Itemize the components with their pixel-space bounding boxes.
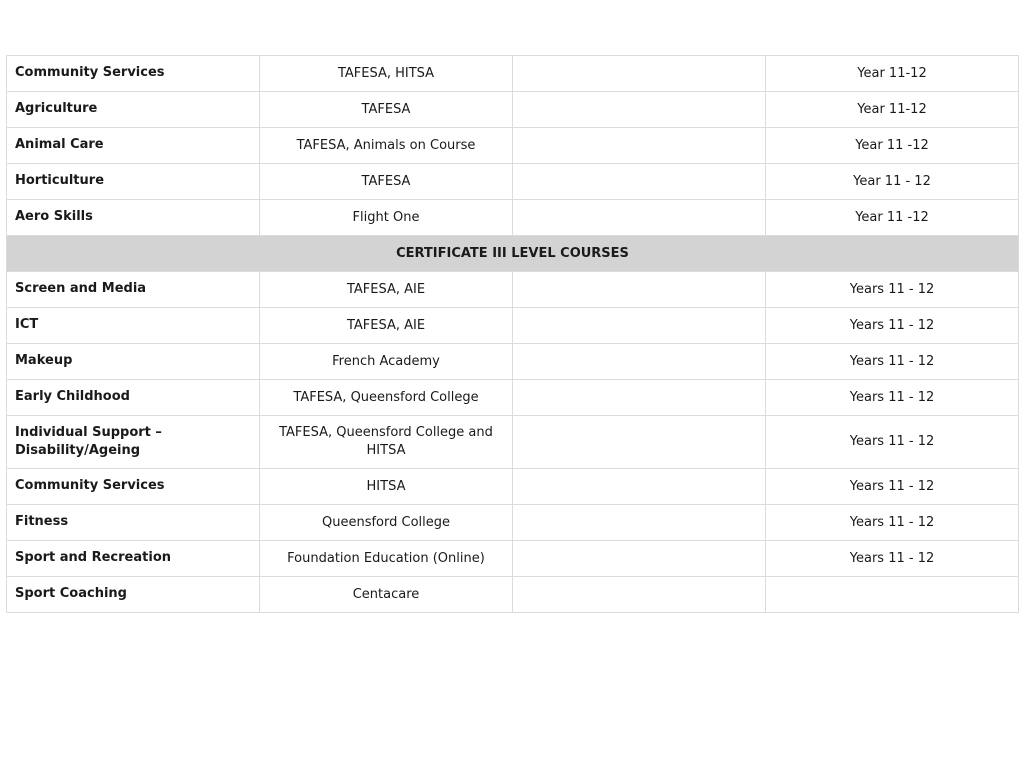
course-name: Individual Support – Disability/Ageing bbox=[7, 416, 260, 469]
table-row bbox=[7, 541, 1019, 577]
notes-cell bbox=[513, 577, 766, 613]
course-table-page bbox=[6, 55, 1018, 613]
course-name: Fitness bbox=[7, 505, 260, 541]
notes-cell bbox=[513, 505, 766, 541]
provider-name: TAFESA, Animals on Course bbox=[260, 128, 513, 164]
table-row bbox=[7, 469, 1019, 505]
notes-cell bbox=[513, 416, 766, 469]
provider-name: Flight One bbox=[260, 200, 513, 236]
notes-cell bbox=[513, 380, 766, 416]
year-levels: Year 11-12 bbox=[766, 56, 1019, 92]
course-name: Horticulture bbox=[7, 164, 260, 200]
notes-cell bbox=[513, 469, 766, 505]
provider-name: Foundation Education (Online) bbox=[260, 541, 513, 577]
section-header-row bbox=[7, 236, 1019, 272]
year-levels: Years 11 - 12 bbox=[766, 505, 1019, 541]
table-row bbox=[7, 416, 1019, 469]
table-row bbox=[7, 577, 1019, 613]
year-levels: Years 11 - 12 bbox=[766, 344, 1019, 380]
year-levels: Year 11 -12 bbox=[766, 128, 1019, 164]
table-row bbox=[7, 344, 1019, 380]
year-levels: Years 11 - 12 bbox=[766, 380, 1019, 416]
course-name: Aero Skills bbox=[7, 200, 260, 236]
course-name: Community Services bbox=[7, 56, 260, 92]
year-levels: Years 11 - 12 bbox=[766, 308, 1019, 344]
table-row bbox=[7, 272, 1019, 308]
notes-cell bbox=[513, 344, 766, 380]
year-levels: Year 11 - 12 bbox=[766, 164, 1019, 200]
table-row bbox=[7, 128, 1019, 164]
provider-name: French Academy bbox=[260, 344, 513, 380]
table-row bbox=[7, 200, 1019, 236]
provider-name: TAFESA, Queensford College and HITSA bbox=[260, 416, 513, 469]
provider-name: TAFESA bbox=[260, 92, 513, 128]
provider-name: TAFESA, AIE bbox=[260, 308, 513, 344]
notes-cell bbox=[513, 92, 766, 128]
year-levels: Year 11 -12 bbox=[766, 200, 1019, 236]
course-table bbox=[6, 55, 1019, 613]
course-name: Screen and Media bbox=[7, 272, 260, 308]
table-row bbox=[7, 505, 1019, 541]
notes-cell bbox=[513, 56, 766, 92]
course-name: Animal Care bbox=[7, 128, 260, 164]
provider-name: TAFESA, HITSA bbox=[260, 56, 513, 92]
year-levels: Years 11 - 12 bbox=[766, 416, 1019, 469]
notes-cell bbox=[513, 200, 766, 236]
year-levels: Years 11 - 12 bbox=[766, 272, 1019, 308]
notes-cell bbox=[513, 164, 766, 200]
notes-cell bbox=[513, 308, 766, 344]
course-name: Sport Coaching bbox=[7, 577, 260, 613]
course-name: Makeup bbox=[7, 344, 260, 380]
year-levels: Years 11 - 12 bbox=[766, 541, 1019, 577]
table-row bbox=[7, 308, 1019, 344]
provider-name: TAFESA, Queensford College bbox=[260, 380, 513, 416]
notes-cell bbox=[513, 541, 766, 577]
table-row bbox=[7, 380, 1019, 416]
provider-name: TAFESA, AIE bbox=[260, 272, 513, 308]
notes-cell bbox=[513, 272, 766, 308]
table-row bbox=[7, 92, 1019, 128]
course-name: Early Childhood bbox=[7, 380, 260, 416]
notes-cell bbox=[513, 128, 766, 164]
course-name: Agriculture bbox=[7, 92, 260, 128]
provider-name: TAFESA bbox=[260, 164, 513, 200]
year-levels: Year 11-12 bbox=[766, 92, 1019, 128]
provider-name: Centacare bbox=[260, 577, 513, 613]
course-name: ICT bbox=[7, 308, 260, 344]
table-row bbox=[7, 56, 1019, 92]
provider-name: HITSA bbox=[260, 469, 513, 505]
course-name: Community Services bbox=[7, 469, 260, 505]
course-name: Sport and Recreation bbox=[7, 541, 260, 577]
provider-name: Queensford College bbox=[260, 505, 513, 541]
year-levels: Years 11 - 12 bbox=[766, 469, 1019, 505]
section-heading: CERTIFICATE III LEVEL COURSES bbox=[7, 236, 1019, 272]
year-levels bbox=[766, 577, 1019, 613]
table-row bbox=[7, 164, 1019, 200]
